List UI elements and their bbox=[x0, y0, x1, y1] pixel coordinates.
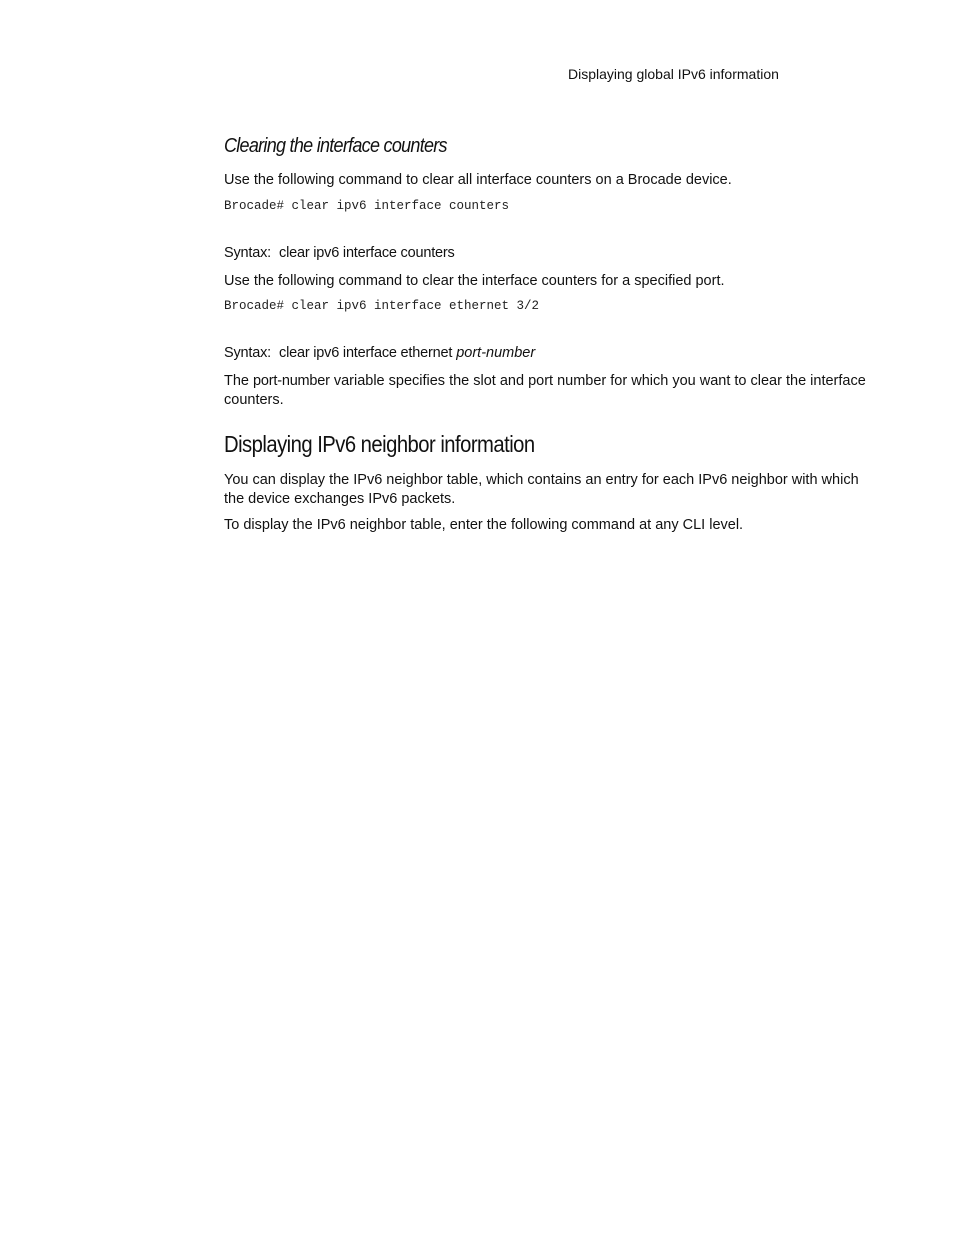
code-example-clear-port: Brocade# clear ipv6 interface ethernet 3/2 bbox=[224, 299, 540, 313]
port-number-description bbox=[224, 372, 874, 409]
intro-clear-port: Use the following command to clear the interface counters for a specified port. bbox=[224, 272, 725, 289]
desc-prefix: The bbox=[224, 373, 254, 389]
desc-suffix: variable specifies the slot and port number for which you want to clear the interface counters. bbox=[224, 373, 866, 408]
syntax-clear-port bbox=[224, 344, 874, 362]
syntax-command: clear ipv6 interface ethernet bbox=[279, 345, 453, 361]
syntax-label: Syntax: bbox=[224, 244, 271, 261]
syntax-argument: port-number bbox=[456, 345, 536, 361]
subsection-title: Clearing the interface counters bbox=[224, 135, 447, 157]
section-paragraph-2: To display the IPv6 neighbor table, enter the following command at any CLI level. bbox=[224, 517, 744, 533]
section-paragraph-1: You can display the IPv6 neighbor table, which contains an entry for each IPv6 neighbor with which the device exchanges IPv6 packets. bbox=[224, 472, 859, 507]
running-header: Displaying global IPv6 information bbox=[568, 66, 779, 82]
syntax-command: clear ipv6 interface counters bbox=[279, 244, 455, 261]
section-title: Displaying IPv6 neighbor information bbox=[224, 431, 535, 457]
syntax-label: Syntax: bbox=[224, 345, 271, 361]
syntax-clear-all bbox=[224, 244, 874, 262]
intro-clear-all: Use the following command to clear all interface counters on a Brocade device. bbox=[224, 172, 732, 188]
desc-keyword: port-number bbox=[253, 373, 330, 389]
code-example-clear-all: Brocade# clear ipv6 interface counters bbox=[224, 198, 510, 213]
page-content bbox=[224, 133, 874, 535]
